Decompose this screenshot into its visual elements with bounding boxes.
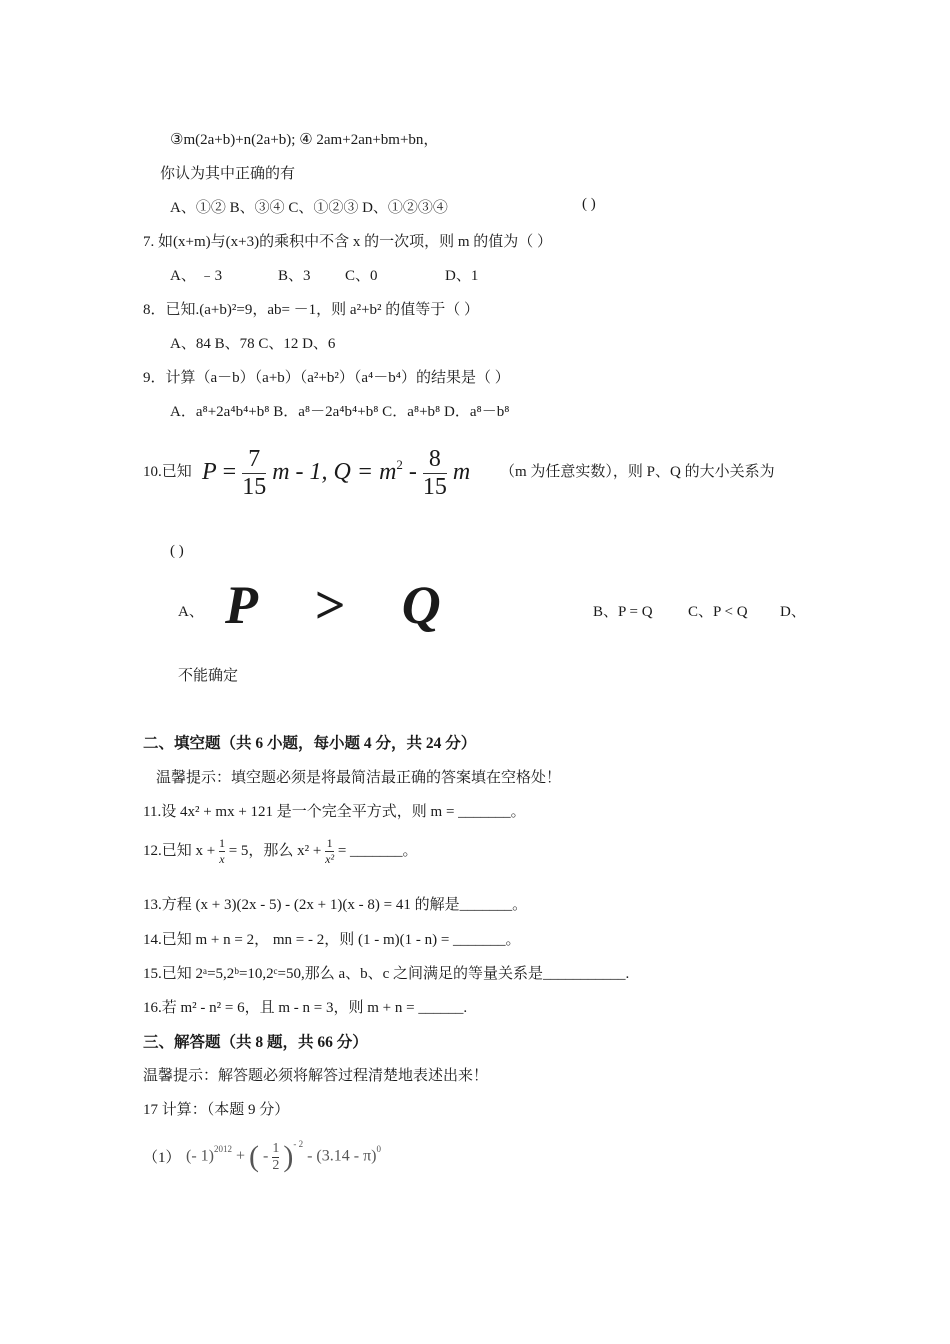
q10-frac2-den: 15 <box>422 474 447 500</box>
q10-minus: - <box>408 459 423 486</box>
q10-frac-8-15 <box>423 446 447 501</box>
q10-q-var: Q <box>333 459 351 486</box>
section3-title-text: 三、解答题（共 8 题，共 66 分） <box>143 1034 368 1051</box>
q17-minus: - <box>307 1147 313 1165</box>
q12 <box>143 836 418 867</box>
q12-mid: = 5，那么 x² + <box>228 842 322 859</box>
q17-neg: - <box>263 1147 269 1165</box>
q13-text: 13.方程 (x + 3)(2x - 5) - (2x + 1)(x - 8) = 41 的解是_______。 <box>143 897 528 913</box>
q17-title: 17 计算：（本题 9 分） <box>143 1102 290 1118</box>
q17-frac-den: 2 <box>272 1157 280 1173</box>
q10-option-a-label: A、 <box>178 604 204 620</box>
q12-frac2-num: 1 <box>326 836 333 850</box>
q17-part1-label: （1） <box>143 1150 181 1166</box>
q7-option-d: D、1 <box>445 268 479 284</box>
q7-option-a: A、 ﹣3 <box>170 268 223 284</box>
q10-option-b: B、P = Q <box>593 604 653 620</box>
q10-option-d-text: 不能确定 <box>178 666 239 684</box>
section2-hint: 温馨提示：填空题必须是将最简洁最正确的答案填在空格处！ <box>156 770 562 786</box>
q9-text: 9．计算（a－b）（a+b）（a²+b²）（a⁴－b⁴）的结果是（ ） <box>143 370 510 386</box>
q10-answer-paren: ( ) <box>170 543 184 559</box>
q17-exp-a: 2012 <box>213 1143 232 1154</box>
q14-text: 14.已知 m + n = 2， mn = - 2，则 (1 - m)(1 - n) = _______。 <box>143 932 521 948</box>
q10-eq: = <box>222 459 237 486</box>
q17-term-c: (3.14 - π) <box>316 1147 377 1165</box>
q10-mid: m - 1, <box>272 459 328 486</box>
q8-text: 8．已知.(a+b)²=9，ab= －1，则 a²+b² 的值等于（ ） <box>143 302 480 318</box>
q10-eq2: = m <box>356 459 397 486</box>
q17-paren-open: ( <box>249 1140 260 1173</box>
q10-frac-7-15 <box>242 446 266 501</box>
q6-choices: A、①② B、③④ C、①②③ D、①②③④ <box>170 200 448 216</box>
q17-exp-b: - 2 <box>293 1138 304 1149</box>
q10-frac1-num: 7 <box>248 446 261 472</box>
q10-p-var: P <box>202 459 217 486</box>
q7-option-b: B、3 <box>278 268 311 284</box>
q10-m-var: m <box>452 459 471 486</box>
q12-frac-1-x <box>219 836 225 867</box>
q10-formula <box>202 446 470 501</box>
q12-suffix: = _______。 <box>337 842 418 859</box>
q11-text: 11.设 4x² + mx + 121 是一个完全平方式，则 m = _______。 <box>143 804 526 820</box>
q10-prefix: 10.已知 <box>143 464 192 480</box>
q17-plus: + <box>235 1147 246 1165</box>
q12-frac1-den: x <box>219 852 225 866</box>
q12-prefix: 12.已知 x + <box>143 842 216 859</box>
q8-choices: A、84 B、78 C、12 D、6 <box>170 336 336 352</box>
q17-exp-c: 0 <box>376 1143 381 1154</box>
q9-choices: A．a⁸+2a⁴b⁴+b⁸ B．a⁸－2a⁴b⁴+b⁸ C．a⁸+b⁸ D．a⁸－b⁸ <box>170 404 510 420</box>
q10-square: 2 <box>396 457 403 473</box>
q6-options-34: ③m(2a+b)+n(2a+b); ④ 2am+2an+bm+bn， <box>170 132 439 148</box>
q17-part1-expr <box>186 1140 381 1174</box>
q10-option-c: C、P < Q <box>688 604 748 620</box>
q10-option-d: D、 <box>780 604 806 620</box>
section2-title-text: 二、填空题（共 6 小题，每小题 4 分，共 24 分） <box>143 735 477 752</box>
q12-frac1-num: 1 <box>218 836 225 850</box>
q6-answer-paren: ( ) <box>582 196 596 212</box>
q10-option-a-expr: P > Q <box>225 575 463 635</box>
q7-option-c: C、0 <box>345 268 378 284</box>
q12-frac2-den: x² <box>325 852 335 866</box>
q7-text: 7. 如(x+m)与(x+3)的乘积中不含 x 的一次项，则 m 的值为（ ） <box>143 234 552 250</box>
q10-frac1-den: 15 <box>242 474 267 500</box>
q12-frac-1-x2 <box>325 836 334 867</box>
q16-text: 16.若 m² - n² = 6，且 m - n = 3，则 m + n = ______. <box>143 1000 468 1016</box>
section3-hint: 温馨提示：解答题必须将解答过程清楚地表述出来！ <box>143 1068 489 1084</box>
q15-text: 15.已知 2ᵃ=5,2ᵇ=10,2ᶜ=50,那么 a、b、c 之间满足的等量关系是___________. <box>143 966 630 982</box>
q6-prompt: 你认为其中正确的有 <box>160 166 296 182</box>
q17-frac-half <box>272 1141 279 1174</box>
section3-title <box>143 1030 368 1052</box>
q17-frac-num: 1 <box>272 1140 280 1156</box>
q17-paren-close: ) <box>283 1140 294 1173</box>
q10-frac2-num: 8 <box>428 446 441 472</box>
q10-suffix: （m 为任意实数），则 P、Q 的大小关系为 <box>500 464 775 480</box>
section2-title <box>143 731 476 753</box>
q17-term-a: (- 1) <box>186 1147 214 1165</box>
